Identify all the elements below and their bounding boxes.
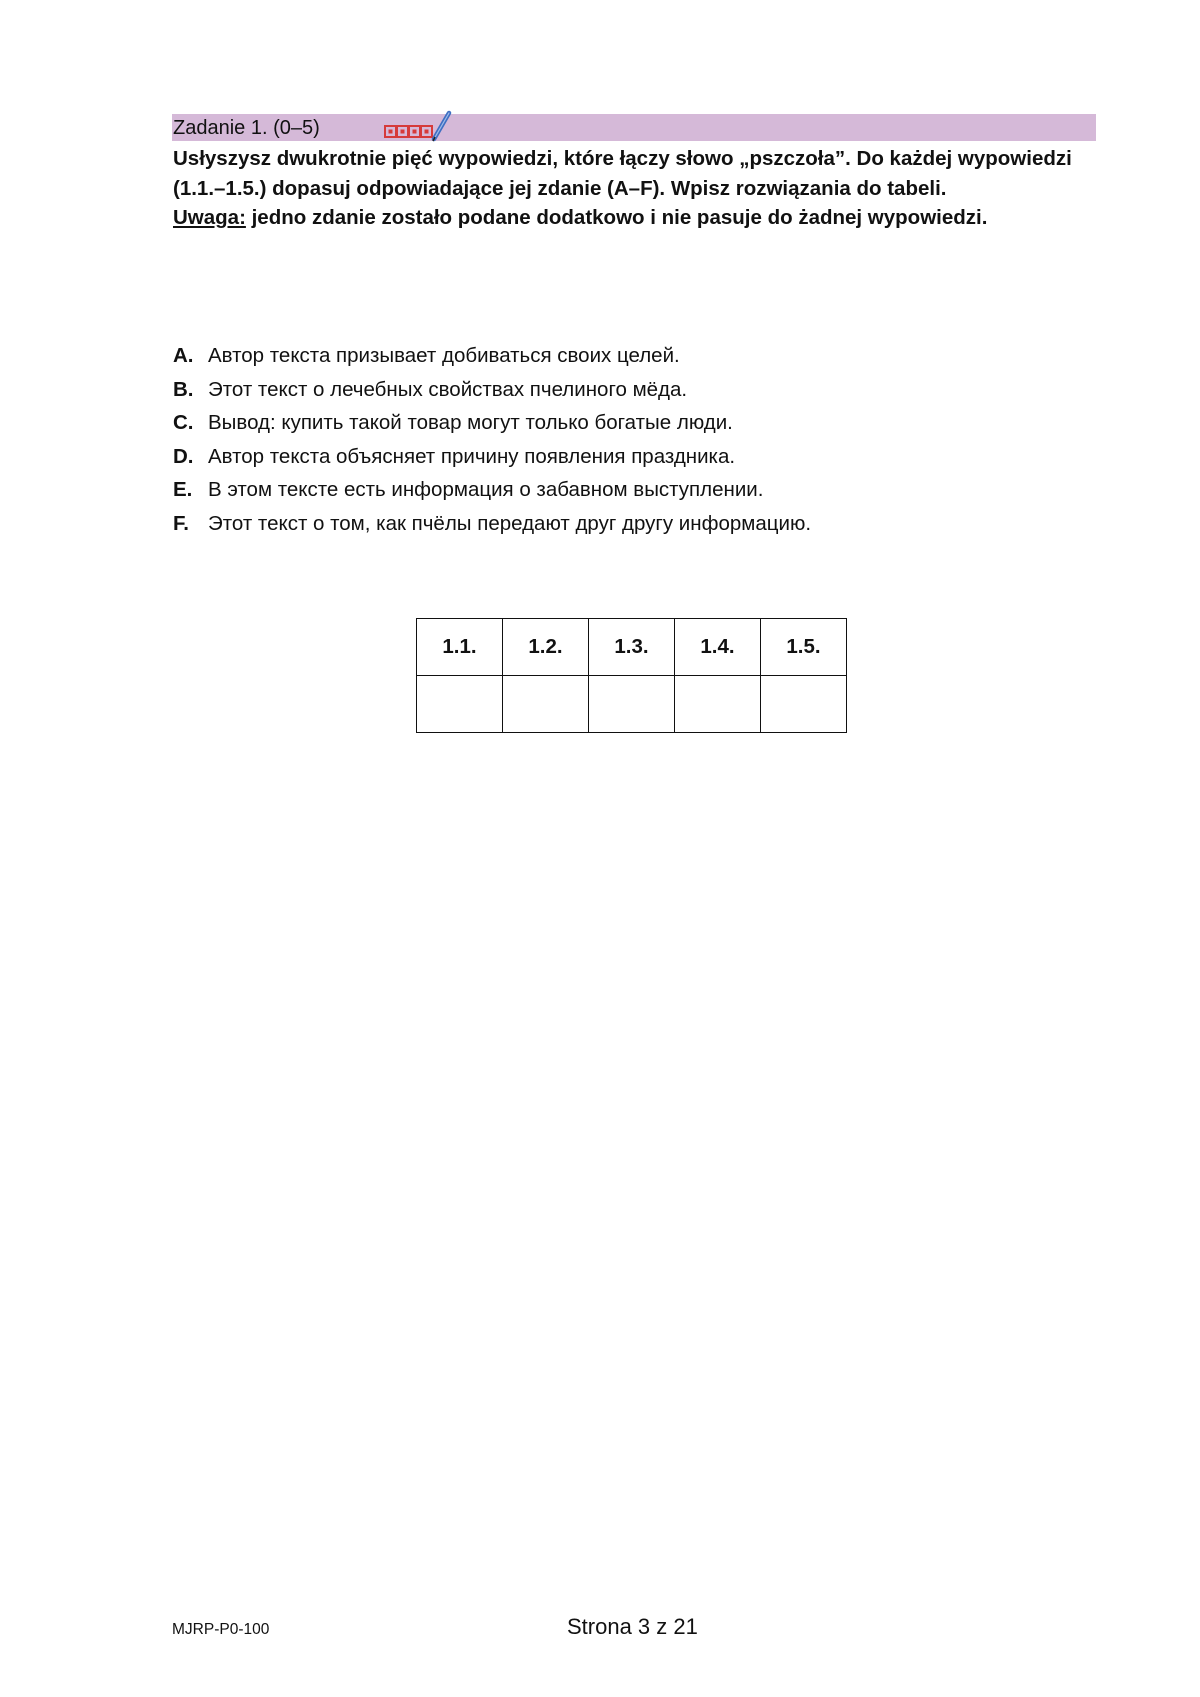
option-letter: D. [173,444,194,468]
option-letter: A. [173,344,194,367]
answer-cell-1-1[interactable] [417,676,503,733]
option-item [173,406,1073,440]
option-letter: F. [173,511,189,535]
exam-code: MJRP-P0-100 [172,1621,270,1638]
option-item [173,373,1073,407]
option-text: Вывод: купить такой товар могут только богатые люди. [208,411,733,434]
answer-column-header: 1.5. [761,619,847,676]
audio-recording-pen-icon [384,108,464,142]
answer-table-input-row [417,676,847,733]
answer-column-header: 1.3. [589,619,675,676]
answer-column-header: 1.2. [503,619,589,676]
note-label: Uwaga: [173,206,246,229]
note-text: jedno zdanie zostało podane dodatkowo i nie pasuje do żadnej wypowiedzi. [245,206,988,229]
task-title: Zadanie 1. (0–5) [173,117,320,139]
answer-column-header: 1.4. [675,619,761,676]
option-text: Автор текста призывает добиваться своих целей. [208,344,680,367]
page-number: Strona 3 z 21 [567,1614,698,1639]
option-text: Этот текст о том, как пчёлы передают друг другу информацию. [208,511,812,535]
answer-cell-1-5[interactable] [761,676,847,733]
option-item [173,339,1073,373]
instruction-note [173,203,1113,233]
option-item [173,440,1073,474]
instruction-text: Usłyszysz dwukrotnie pięć wypowiedzi, które łączy słowo „pszczoła”. Do każdej wypowiedzi (1.1.–1.5.) dopasuj odpowiadające jej zdanie (A–F). Wpisz rozwiązania do tabeli. [173,147,1072,200]
option-text: В этом тексте есть информация о забавном выступлении. [208,478,764,501]
option-item [173,473,1073,507]
answer-options-list [173,339,1073,540]
option-text: Автор текста объясняет причину появления праздника. [208,444,736,468]
answer-column-header: 1.1. [417,619,503,676]
answer-cell-1-4[interactable] [675,676,761,733]
answer-cell-1-2[interactable] [503,676,589,733]
answer-cell-1-3[interactable] [589,676,675,733]
option-letter: E. [173,478,193,501]
answer-table-header-row [417,619,847,676]
option-letter: B. [173,377,194,401]
option-item [173,507,1073,541]
answer-table [416,618,847,733]
option-text: Этот текст о лечебных свойствах пчелиного мёда. [208,377,688,401]
task-instructions [173,144,1113,233]
option-letter: C. [173,411,194,434]
